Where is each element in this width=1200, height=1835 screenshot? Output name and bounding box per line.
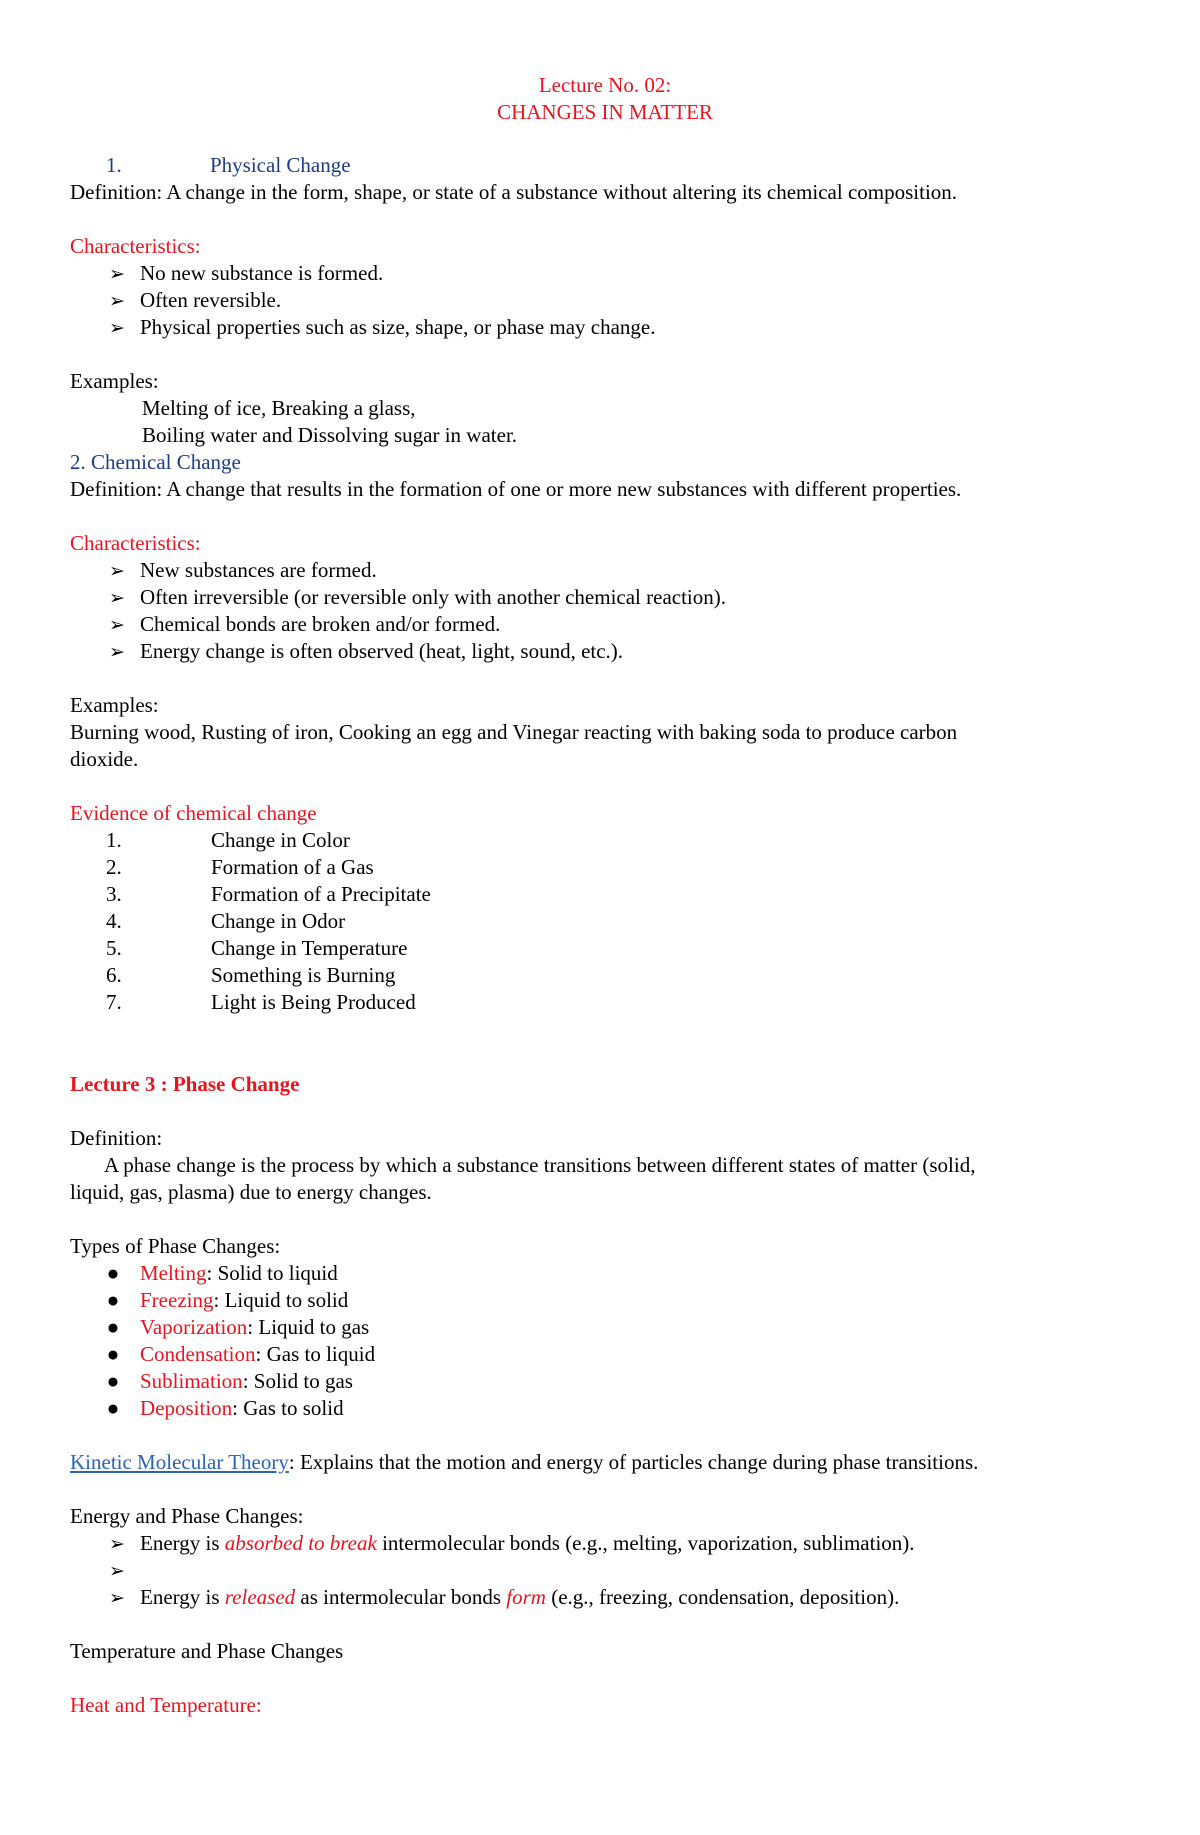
chemical-heading: 2. Chemical Change bbox=[70, 450, 241, 474]
phase-definition-label: Definition: bbox=[70, 1126, 163, 1150]
chemical-characteristics-label: Characteristics: bbox=[70, 531, 201, 555]
chemical-examples-label: Examples: bbox=[70, 693, 159, 717]
phase-definition-line: liquid, gas, plasma) due to energy changes. bbox=[70, 1180, 432, 1204]
chemical-example-line: Burning wood, Rusting of iron, Cooking an egg and Vinegar reacting with baking soda to produce carbon bbox=[70, 720, 958, 744]
list-item: ● Condensation: Gas to liquid bbox=[106, 1342, 376, 1366]
list-item: 7. Light is Being Produced bbox=[106, 990, 416, 1014]
arrow-bullet-icon: ➢ bbox=[109, 615, 125, 636]
physical-definition: Definition: A change in the form, shape, or state of a substance without altering its chemical composition. bbox=[70, 180, 958, 204]
physical-title: Physical Change bbox=[210, 153, 351, 177]
bullet-icon: ● bbox=[106, 1396, 120, 1420]
list-item: 5. Change in Temperature bbox=[106, 936, 408, 960]
list-item: ➢ No new substance is formed. bbox=[70, 260, 383, 287]
arrow-bullet-icon: ➢ bbox=[109, 1561, 125, 1582]
physical-example-line: Melting of ice, Breaking a glass, bbox=[142, 396, 416, 420]
bullet-icon: ● bbox=[106, 1288, 120, 1312]
list-item: 4. Change in Odor bbox=[106, 909, 346, 933]
kmt-line: Kinetic Molecular Theory: Explains that the motion and energy of particles change during phase transitions. bbox=[70, 1450, 979, 1474]
list-item: 2. Formation of a Gas bbox=[106, 855, 374, 879]
bullet-icon: ● bbox=[106, 1342, 120, 1366]
list-item: 1. Change in Color bbox=[106, 828, 350, 852]
list-item: ➢ Energy change is often observed (heat, light, sound, etc.). bbox=[70, 638, 623, 665]
arrow-bullet-icon: ➢ bbox=[109, 588, 125, 609]
list-item: ➢ Often irreversible (or reversible only with another chemical reaction). bbox=[70, 584, 726, 611]
temperature-label: Temperature and Phase Changes bbox=[70, 1639, 344, 1663]
phase-types-label: Types of Phase Changes: bbox=[70, 1234, 281, 1258]
lecture-number: Lecture No. 02: bbox=[538, 73, 672, 97]
list-item bbox=[70, 1557, 140, 1584]
arrow-bullet-icon: ➢ bbox=[109, 318, 125, 339]
bullet-icon: ● bbox=[106, 1369, 120, 1393]
arrow-bullet-icon: ➢ bbox=[109, 642, 125, 663]
physical-example-line: Boiling water and Dissolving sugar in water. bbox=[142, 423, 518, 447]
arrow-bullet-icon: ➢ bbox=[109, 291, 125, 312]
lecture3-heading: Lecture 3 : Phase Change bbox=[70, 1072, 300, 1096]
physical-heading bbox=[106, 152, 351, 179]
bullet-icon: ● bbox=[106, 1315, 120, 1339]
chemical-example-line: dioxide. bbox=[70, 747, 139, 771]
list-item: ● Vaporization: Liquid to gas bbox=[106, 1315, 370, 1339]
evidence-heading: Evidence of chemical change bbox=[70, 801, 317, 825]
physical-examples-label: Examples: bbox=[70, 369, 159, 393]
physical-characteristics-label: Characteristics: bbox=[70, 234, 201, 258]
list-item: 3. Formation of a Precipitate bbox=[106, 882, 431, 906]
page-title: CHANGES IN MATTER bbox=[497, 100, 713, 124]
chemical-definition: Definition: A change that results in the formation of one or more new substances with different properties. bbox=[70, 477, 962, 501]
kinetic-molecular-theory-link[interactable]: Kinetic Molecular Theory bbox=[70, 1450, 289, 1474]
arrow-bullet-icon: ➢ bbox=[109, 264, 125, 285]
list-item: ➢ Physical properties such as size, shape, or phase may change. bbox=[70, 314, 656, 341]
list-item: ➢ New substances are formed. bbox=[70, 557, 377, 584]
list-item: ● Melting: Solid to liquid bbox=[106, 1261, 338, 1285]
list-item: ➢ Often reversible. bbox=[70, 287, 281, 314]
list-item: ● Deposition: Gas to solid bbox=[106, 1396, 344, 1420]
list-item: ● Freezing: Liquid to solid bbox=[106, 1288, 349, 1312]
phase-definition-line: A phase change is the process by which a substance transitions between different states of matter (solid, bbox=[104, 1153, 976, 1177]
arrow-bullet-icon: ➢ bbox=[109, 1534, 125, 1555]
arrow-bullet-icon: ➢ bbox=[109, 561, 125, 582]
list-item: 6. Something is Burning bbox=[106, 963, 396, 987]
arrow-bullet-icon: ➢ bbox=[109, 1588, 125, 1609]
bullet-icon: ● bbox=[106, 1261, 120, 1285]
list-item: ● Sublimation: Solid to gas bbox=[106, 1369, 353, 1393]
heat-temperature-label: Heat and Temperature: bbox=[70, 1693, 262, 1717]
list-item: ➢ Energy is released as intermolecular bonds form (e.g., freezing, condensation, deposition). bbox=[70, 1584, 899, 1611]
energy-label: Energy and Phase Changes: bbox=[70, 1504, 304, 1528]
physical-number: 1. bbox=[106, 153, 122, 177]
list-item: ➢ Chemical bonds are broken and/or formed. bbox=[70, 611, 500, 638]
list-item: ➢ Energy is absorbed to break intermolecular bonds (e.g., melting, vaporization, sublimation). bbox=[70, 1530, 915, 1557]
